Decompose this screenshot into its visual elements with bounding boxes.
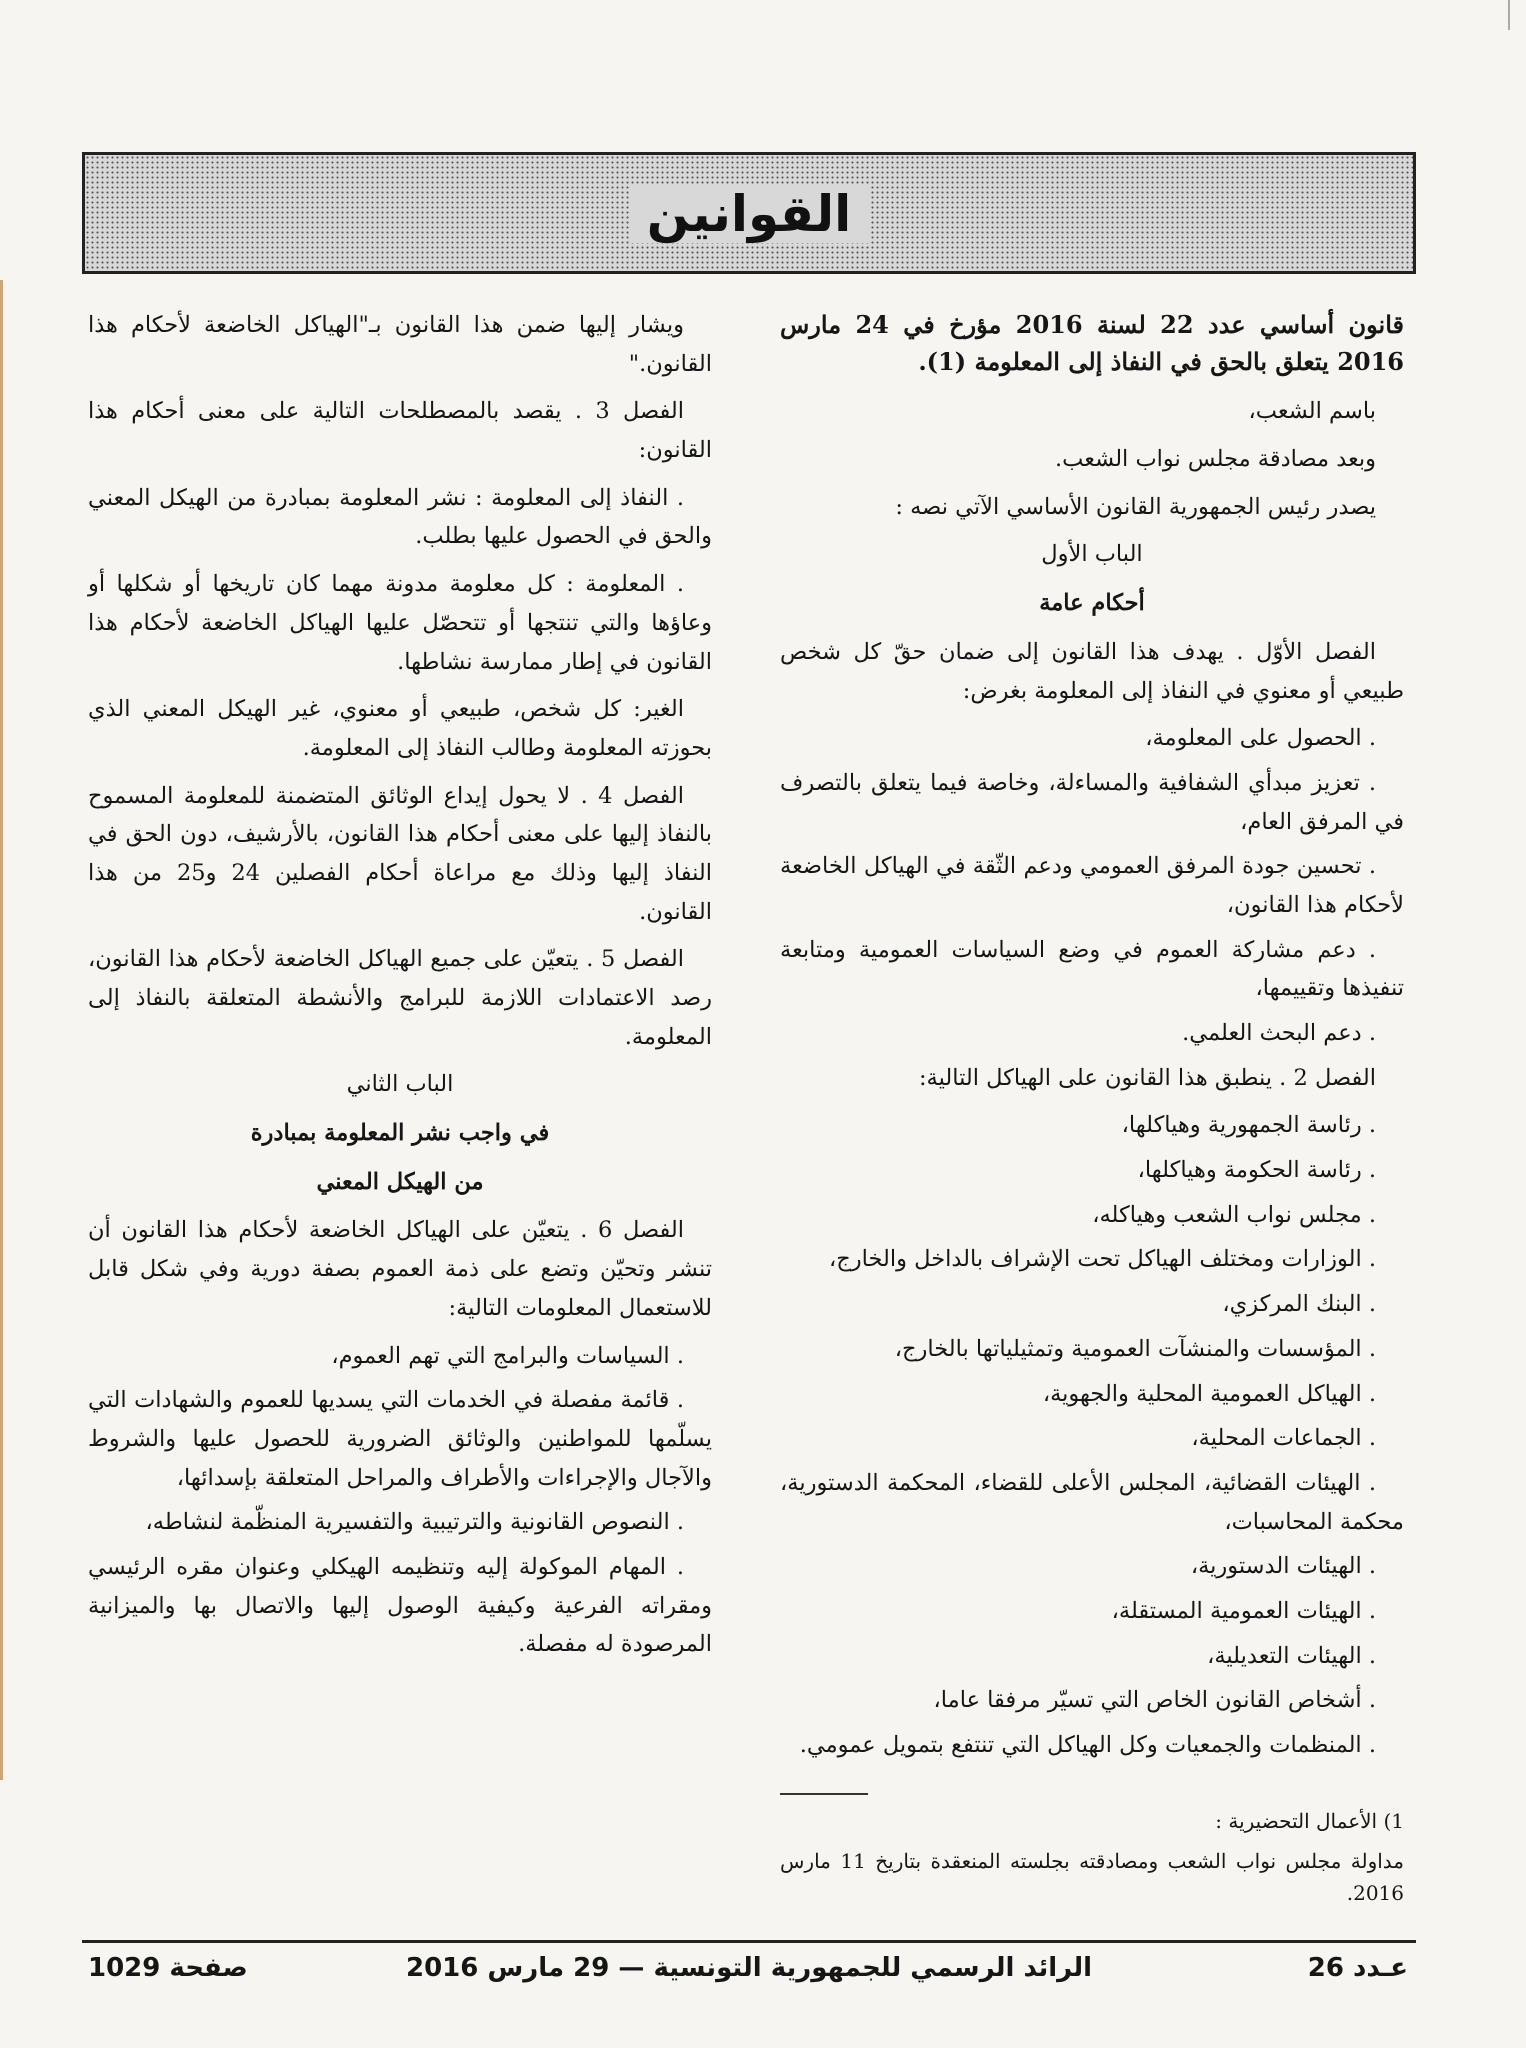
article-3: الفصل 3 . يقصد بالمصطلحات التالية على معنى أحكام هذا القانون: (88, 398, 712, 464)
chapter-heading: الباب الثاني (346, 1071, 454, 1098)
section-banner (82, 152, 1416, 274)
preamble-3: يصدر رئيس الجمهورية القانون الأساسي الآتي نصه : (895, 493, 1376, 520)
definition-third-party: الغير: كل شخص، طبيعي أو معنوي، غير الهيكل المعني الذي بحوزته المعلومة وطالب النفاذ إلى المعلومة. (88, 696, 712, 761)
list-item: . دعم البحث العلمي. (1182, 1020, 1376, 1046)
list-item: . الهيئات التعديلية، (1207, 1642, 1376, 1669)
list-item: . رئاسة الحكومة وهياكلها، (1137, 1157, 1376, 1184)
chapter-title: من الهيكل المعني (316, 1168, 484, 1195)
list-item: . دعم مشاركة العموم في وضع السياسات العمومية ومتابعة تنفيذها وتقييمها، (780, 936, 1404, 1002)
list-item: . قائمة مفصلة في الخدمات التي يسديها للعموم والشهادات التي يسلّمها للمواطنين والوثائق الضرورية للحصول عليها والشروط والآجال والإجراءات والأطراف والمراحل المتعلقة بإسدائها، (88, 1387, 712, 1491)
page-number: صفحة 1029 (88, 1953, 248, 1983)
list-item: . الجماعات المحلية، (1191, 1425, 1376, 1452)
list-item: . تحسين جودة المرفق العمومي ودعم الثّقة في الهياكل الخاضعة لأحكام هذا القانون، (780, 853, 1404, 918)
list-item: . الحصول على المعلومة، (1145, 725, 1376, 752)
law-title: قانون أساسي عدد 22 لسنة 2016 مؤرخ في 24 مارس 2016 يتعلق بالحق في النفاذ إلى المعلومة (1). (780, 310, 1404, 377)
footnote-title: 1) الأعمال التحضيرية : (1215, 1808, 1404, 1833)
list-item: . الهياكل العمومية المحلية والجهوية، (1042, 1380, 1376, 1407)
list-item: . أشخاص القانون الخاص التي تسيّر مرفقا عاما، (933, 1687, 1376, 1714)
list-item: . الهيئات العمومية المستقلة، (1111, 1597, 1376, 1624)
chapter-title: أحكام عامة (1039, 590, 1145, 617)
list-item: . الوزارات ومختلف الهياكل تحت الإشراف بالداخل والخارج، (829, 1246, 1376, 1273)
left-column (88, 306, 712, 1670)
list-item: . النصوص القانونية والترتيبية والتفسيرية المنظّمة لنشاطه، (145, 1509, 684, 1536)
journal-title: الرائد الرسمي للجمهورية التونسية — 29 مارس 2016 (405, 1953, 1093, 1983)
list-item: . البنك المركزي، (1222, 1291, 1376, 1318)
scan-edge (0, 280, 3, 1780)
article-6: الفصل 6 . يتعيّن على الهياكل الخاضعة لأحكام هذا القانون أن تنشر وتحيّن وتضع على ذمة العموم بصفة دورية وفي شكل قابل للاستعمال المعلومات التالية: (88, 1217, 712, 1321)
list-item: . رئاسة الجمهورية وهياكلها، (1121, 1112, 1376, 1139)
article-2: الفصل 2 . ينطبق هذا القانون على الهياكل التالية: (918, 1064, 1376, 1091)
list-item: . مجلس نواب الشعب وهياكله، (1092, 1201, 1376, 1228)
list-item: . الهيئات الدستورية، (1190, 1553, 1376, 1580)
list-item: . تعزيز مبدأي الشفافية والمساءلة، وخاصة فيما يتعلق بالتصرف في المرفق العام، (780, 769, 1404, 835)
preamble-2: وبعد مصادقة مجلس نواب الشعب. (1055, 446, 1376, 473)
article-4: الفصل 4 . لا يحول إيداع الوثائق المتضمنة للمعلومة المسموح بالنفاذ إليها على معنى أحكام هذا القانون، بالأرشيف، دون الحق في النفاذ إليها وذلك مع مراعاة أحكام الفصلين 24 و25 من هذا القانون. (88, 782, 712, 925)
section-title: القوانين (85, 185, 1413, 243)
list-item: . المؤسسات والمنشآت العمومية وتمثيلياتها بالخارج، (894, 1335, 1376, 1362)
scan-corner (1508, 0, 1526, 30)
list-item: . المهام الموكولة إليه وتنظيمه الهيكلي وعنوان مقره الرئيسي ومقراته الفرعية وكيفية الوصول إليها والاتصال بها والميزانية المرصودة له مفصلة. (88, 1553, 712, 1658)
footnote-text: مداولة مجلس نواب الشعب ومصادقته بجلسته المنعقدة بتاريخ 11 مارس 2016. (780, 1848, 1404, 1905)
chapter-title: في واجب نشر المعلومة بمبادرة (250, 1120, 550, 1147)
list-item: . الهيئات القضائية، المجلس الأعلى للقضاء، المحكمة الدستورية، محكمة المحاسبات، (780, 1469, 1404, 1535)
chapter-heading: الباب الأول (1041, 541, 1143, 568)
issue-number: عـدد 26 (1307, 1953, 1408, 1983)
continued-paragraph: ويشار إليها ضمن هذا القانون بـ"الهياكل الخاضعة لأحكام هذا القانون." (88, 312, 712, 377)
page-footer (82, 1940, 1416, 1983)
list-item: . السياسات والبرامج التي تهم العموم، (331, 1342, 684, 1369)
footnote-rule (780, 1793, 868, 1795)
preamble-1: باسم الشعب، (1248, 398, 1376, 425)
definition-access: . النفاذ إلى المعلومة : نشر المعلومة بمبادرة من الهيكل المعني والحق في الحصول عليها بطلب. (88, 484, 712, 550)
definition-information: . المعلومة : كل معلومة مدونة مهما كان تاريخها أو شكلها أو وعاؤها والتي تنتجها أو تتحصّل عليها الهياكل الخاضعة لأحكام هذا القانون في إطار ممارسة نشاطها. (88, 571, 712, 675)
article-1: الفصل الأوّل . يهدف هذا القانون إلى ضمان حقّ كل شخص طبيعي أو معنوي في النفاذ إلى المعلومة بغرض: (780, 638, 1404, 704)
article-5: الفصل 5 . يتعيّن على جميع الهياكل الخاضعة لأحكام هذا القانون، رصد الاعتمادات اللازمة للبرامج والأنشطة المتعلقة بالنفاذ إلى المعلومة. (88, 946, 712, 1050)
list-item: . المنظمات والجمعيات وكل الهياكل التي تنتفع بتمويل عمومي. (799, 1732, 1376, 1758)
right-column (780, 306, 1404, 1917)
